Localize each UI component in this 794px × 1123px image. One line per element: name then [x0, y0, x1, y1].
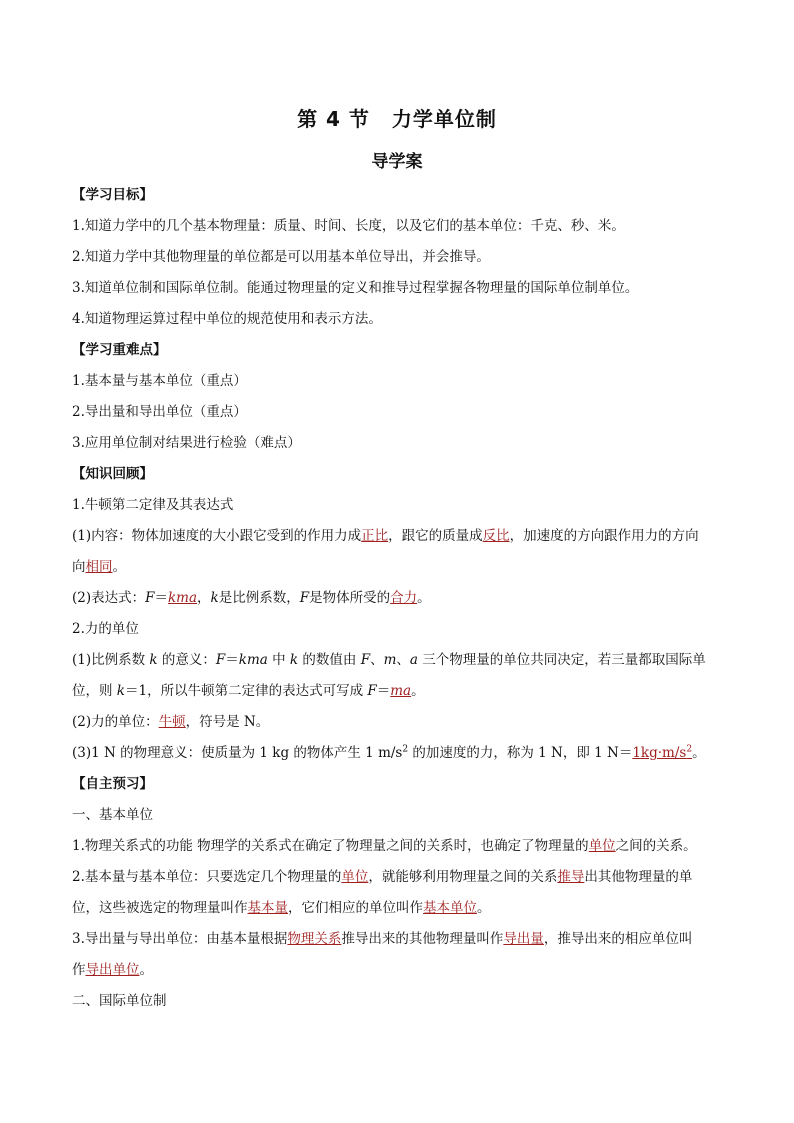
answer-blank: 推导 [557, 869, 585, 885]
law-content-line: 向相同。 [72, 559, 126, 575]
answer-blank: 牛顿 [158, 714, 186, 730]
answer-blank: 合力 [390, 590, 418, 606]
preview-item: 作导出单位。 [72, 962, 153, 978]
answer-blank: $1kg\cdot m/s^2$ [632, 744, 693, 761]
goals-heading: 【学习目标】 [72, 187, 153, 203]
section-heading: 一、基本单位 [72, 807, 153, 823]
answer-blank: 基本量 [247, 900, 288, 916]
keypoints-heading: 【学习重难点】 [72, 342, 167, 358]
keypoint-item: 2.导出量和导出单位（重点） [72, 404, 247, 420]
goal-item: 1.知道力学中的几个基本物理量：质量、时间、长度，以及它们的基本单位：千克、秒、米。 [72, 218, 625, 234]
answer-blank: 导出量 [503, 931, 544, 947]
answer-blank: 单位 [341, 869, 369, 885]
goal-item: 3.知道单位制和国际单位制。能通过物理量的定义和推导过程掌握各物理量的国际单位制单位。 [72, 280, 639, 296]
answer-blank: 导出单位 [85, 962, 140, 978]
section-number: 第 4 节 [297, 107, 370, 131]
force-unit-line: (2)力的单位：牛顿，符号是 N。 [72, 714, 270, 730]
answer-blank: ma [390, 683, 412, 699]
review-heading: 【知识回顾】 [72, 466, 153, 482]
section-heading: 二、国际单位制 [72, 993, 167, 1009]
answer-blank: 相同 [85, 559, 113, 575]
k-meaning-line: (1)比例系数 k 的意义：F＝kma 中 k 的数值由 F、m、a 三个物理量的单位共同决定，若三量都取国际单 [72, 652, 706, 668]
keypoint-item: 3.应用单位制对结果进行检验（难点） [72, 435, 301, 451]
k-meaning-line: 位，则 k＝1，所以牛顿第二定律的表达式可写成 F＝ma。 [72, 683, 425, 699]
preview-item: 3.导出量与导出单位：由基本量根据物理关系推导出来的其他物理量叫作导出量，推导出来的相应单位叫 [72, 931, 693, 947]
preview-item: 2.基本量与基本单位：只要选定几个物理量的单位，就能够利用物理量之间的关系推导出其他物理量的单 [72, 869, 693, 885]
goal-item: 2.知道力学中其他物理量的单位都是可以用基本单位导出，并会推导。 [72, 249, 490, 265]
preview-item: 1.物理关系式的功能 物理学的关系式在确定了物理量之间的关系时，也确定了物理量的单位之间的关系。 [72, 838, 697, 854]
answer-blank: kma [168, 590, 198, 606]
preview-item: 位，这些被选定的物理量叫作基本量，它们相应的单位叫作基本单位。 [72, 900, 491, 916]
answer-blank: 正比 [361, 528, 389, 544]
goal-item: 4.知道物理运算过程中单位的规范使用和表示方法。 [72, 311, 382, 327]
section-name: 力学单位制 [391, 107, 497, 131]
answer-blank: 物理关系 [287, 931, 342, 947]
answer-blank: 单位 [588, 838, 616, 854]
law-content-line: (1)内容：物体加速度的大小跟它受到的作用力成正比，跟它的质量成反比，加速度的方向跟作用力的方向 [72, 528, 699, 544]
page-subtitle: 导学案 [371, 152, 423, 172]
preview-heading: 【自主预习】 [72, 776, 153, 792]
review-item: 1.牛顿第二定律及其表达式 [72, 497, 234, 513]
review-item: 2.力的单位 [72, 621, 139, 637]
law-expression-line: (2)表达式：F＝kma，k是比例系数，F是物体所受的合力。 [72, 590, 431, 606]
newton-meaning-line: (3)1 N 的物理意义：使质量为 1 kg 的物体产生 1 $m/s^2$ 的加速度的力，称为 1 N，即 1 $N=1kg\cdot m/s^2$。 [72, 744, 706, 761]
answer-blank: 反比 [482, 528, 510, 544]
document-body [72, 180, 724, 1017]
answer-blank: 基本单位 [423, 900, 477, 916]
page-title [0, 103, 794, 132]
keypoint-item: 1.基本量与基本单位（重点） [72, 373, 247, 389]
